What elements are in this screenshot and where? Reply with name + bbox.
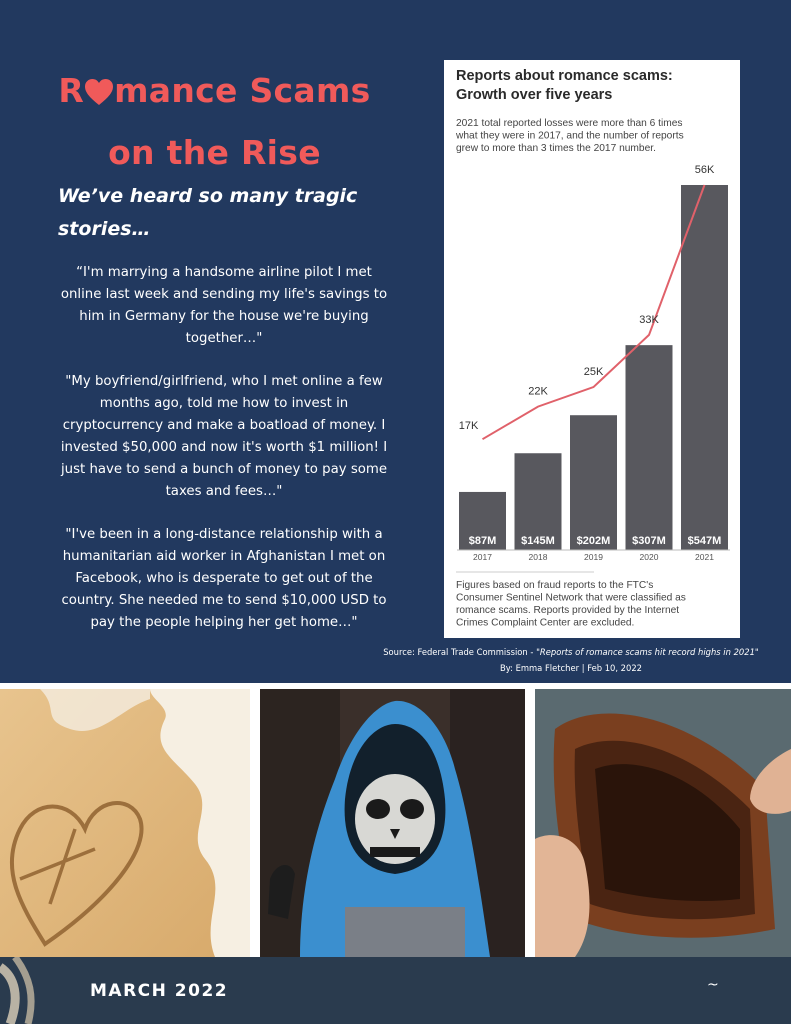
chart-card — [444, 60, 740, 638]
bar-2019 — [570, 415, 617, 550]
heart-icon — [84, 66, 114, 124]
page-title — [22, 62, 407, 182]
chart-title-line1: Reports about romance scams: — [456, 68, 673, 84]
page-subtitle: We’ve heard so many tragic stories… — [58, 185, 358, 240]
point-label-2020: 33K — [639, 313, 659, 326]
x-tick-2018: 2018 — [528, 552, 548, 562]
title-start: R — [58, 71, 85, 110]
quote-2: "My boyfriend/girlfriend, who I met online a few months ago, told me how to invest in cryptocurrency and make a boatload of money. I invested $50,000 and now it's worth $1 million! I just have to send a bunch of money to pay some taxes and fees…" — [60, 374, 388, 499]
x-tick-2019: 2019 — [584, 552, 603, 562]
bar-label-2019: $202M — [576, 535, 611, 547]
romance-scam-chart — [444, 60, 740, 638]
footer-mark: ~ — [707, 977, 719, 993]
source-prefix: Source: Federal Trade Commission - — [383, 647, 537, 657]
chart-subtitle-line: what they were in 2017, and the number of reports — [456, 130, 684, 142]
quotes-section — [54, 262, 394, 655]
source-citation — [360, 644, 782, 676]
point-label-2019: 25K — [583, 366, 604, 379]
hooded-skull-hacker-photo — [260, 689, 525, 957]
point-label-2018: 22K — [528, 385, 548, 398]
chart-footnote-line: romance scams. Reports provided by the Internet — [456, 605, 680, 616]
x-tick-2017: 2017 — [473, 552, 492, 562]
title-line2: on the Rise — [108, 133, 321, 172]
footer-bar — [0, 957, 791, 1024]
chart-footnote-line: Figures based on fraud reports to the FTC's — [456, 580, 654, 591]
chart-title-line2: Growth over five years — [456, 87, 613, 103]
point-label-2021: 56K — [694, 164, 715, 176]
heart-in-sand-photo — [0, 689, 250, 957]
chart-footnote-line: Crimes Complaint Center are excluded. — [456, 617, 635, 629]
chart-footnote-line: Consumer Sentinel Network that were classified as — [456, 592, 686, 604]
x-tick-2020: 2020 — [639, 552, 659, 562]
source-byline: By: Emma Fletcher | Feb 10, 2022 — [500, 663, 642, 673]
bar-label-2017: $87M — [468, 535, 497, 547]
footer-date: MARCH 2022 — [90, 981, 229, 1001]
bar-label-2020: $307M — [632, 535, 666, 547]
chart-subtitle-line: grew to more than 3 times the 2017 number. — [456, 143, 656, 154]
empty-wallet-photo — [535, 689, 791, 957]
x-tick-2021: 2021 — [695, 552, 714, 562]
rope-icon — [0, 957, 80, 1024]
quote-3: "I've been in a long-distance relationship with a humanitarian aid worker in Afghanistan I met on Facebook, who is desperate to get out of the country. She needed me to send $10,000 USD to pay the people helping her get home…" — [61, 527, 387, 630]
bar-label-2018: $145M — [521, 535, 555, 547]
quote-1: “I'm marrying a handsome airline pilot I met online last week and sending my life's savings to him in Germany for the house we're buying together…" — [60, 265, 388, 346]
point-label-2017: 17K — [458, 420, 479, 433]
source-article: "Reports of romance scams hit record highs in 2021" — [536, 647, 759, 657]
bar-2020 — [626, 345, 673, 550]
chart-subtitle-line: 2021 total reported losses were more than 6 times — [456, 118, 683, 129]
bar-2021 — [681, 185, 728, 550]
bar-label-2021: $547M — [687, 535, 722, 547]
title-rest: mance Scams — [114, 71, 371, 110]
